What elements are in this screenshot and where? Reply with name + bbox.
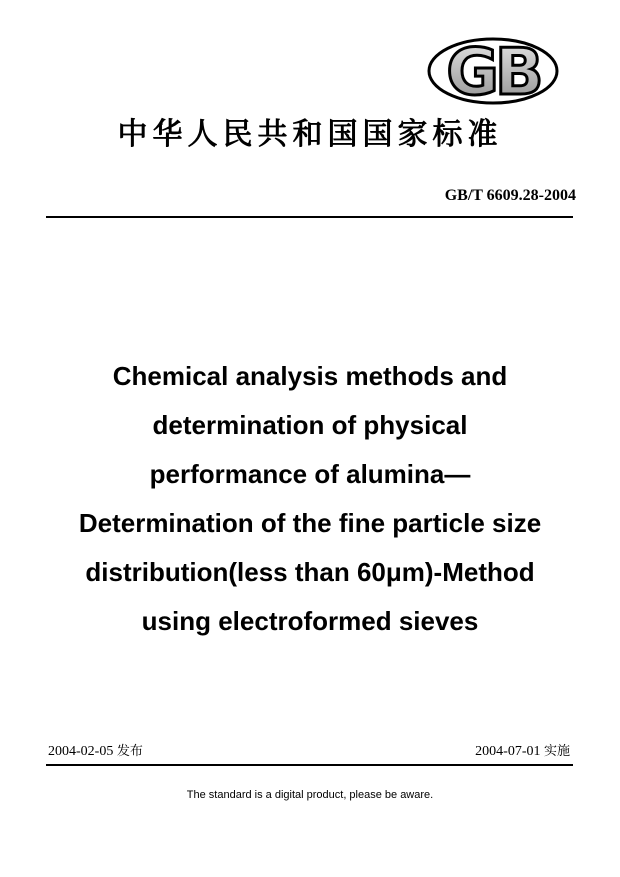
standard-number: GB/T 6609.28-2004 bbox=[444, 187, 576, 204]
issue-label: 发布 bbox=[116, 744, 143, 759]
issue-date-block bbox=[48, 742, 143, 762]
issuing-body-title: 中华人民共和国国家标准 bbox=[117, 117, 503, 152]
header-divider bbox=[46, 216, 573, 218]
footer-divider bbox=[46, 764, 573, 766]
implementation-date-block bbox=[475, 742, 570, 762]
implementation-date: 2004-07-01 bbox=[475, 744, 541, 759]
title-line: determination of physical bbox=[152, 410, 468, 440]
gb-logo-letters: GB bbox=[446, 36, 540, 106]
title-line: distribution(less than 60μm)-Method bbox=[85, 557, 535, 587]
title-line: using electroformed sieves bbox=[141, 606, 479, 636]
title-line: Determination of the fine particle size bbox=[78, 508, 542, 538]
gb-logo bbox=[426, 36, 560, 106]
title-line: performance of alumina— bbox=[149, 459, 471, 489]
title-line: Chemical analysis methods and bbox=[112, 361, 508, 391]
implementation-label: 实施 bbox=[543, 744, 570, 759]
issue-date: 2004-02-05 bbox=[48, 744, 114, 759]
digital-notice: The standard is a digital product, please be aware. bbox=[186, 789, 434, 801]
date-row bbox=[48, 742, 570, 762]
document-title bbox=[40, 352, 580, 646]
